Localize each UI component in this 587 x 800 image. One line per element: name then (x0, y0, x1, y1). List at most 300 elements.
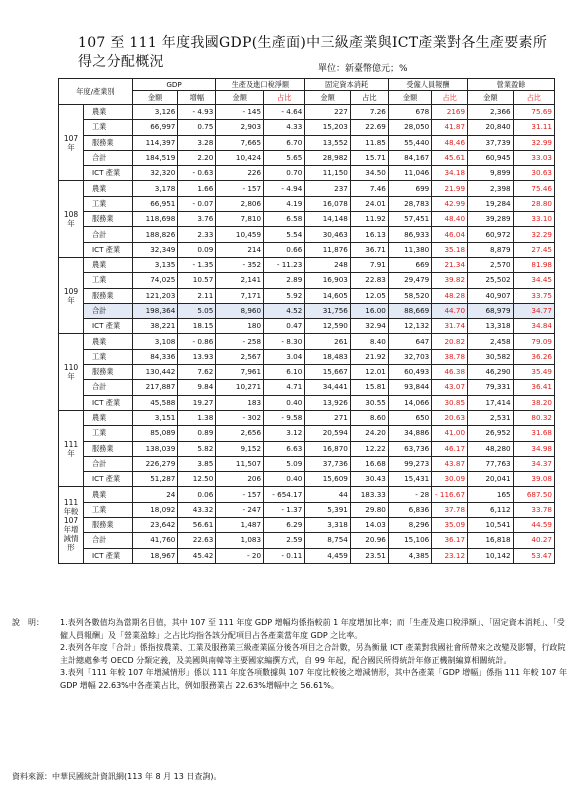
industry-label: 工業 (83, 120, 132, 135)
table-cell: 18,967 (132, 548, 178, 563)
industry-label: 農業 (83, 105, 132, 120)
table-cell: 183.33 (350, 487, 388, 502)
table-cell: 31.74 (432, 319, 468, 334)
table-cell: 20.96 (350, 533, 388, 548)
industry-label: 服務業 (83, 288, 132, 303)
table-cell: 23.51 (350, 548, 388, 563)
table-cell: 32,703 (388, 349, 431, 364)
table-cell: 38,221 (132, 319, 178, 334)
table-cell: 7,171 (216, 288, 264, 303)
table-cell: 6.58 (264, 212, 305, 227)
subheader-growth: 增幅 (178, 91, 216, 105)
table-row (59, 441, 555, 456)
industry-label: 工業 (83, 349, 132, 364)
table-row (59, 212, 555, 227)
table-cell: 24 (132, 487, 178, 502)
table-cell: 12.05 (350, 288, 388, 303)
table-cell: 8,754 (305, 533, 351, 548)
table-cell: 60,945 (468, 150, 514, 165)
table-cell: 2.59 (264, 533, 305, 548)
table-cell: 4.52 (264, 303, 305, 318)
table-cell: 9,899 (468, 166, 514, 181)
table-cell: 2169 (432, 105, 468, 120)
table-cell: 12.50 (178, 472, 216, 487)
table-row (59, 334, 555, 349)
table-cell: 114,397 (132, 135, 178, 150)
industry-label: 服務業 (83, 441, 132, 456)
table-cell: 30.85 (432, 395, 468, 410)
table-cell: 184,519 (132, 150, 178, 165)
table-cell: 8,960 (216, 303, 264, 318)
table-row (59, 181, 555, 196)
table-cell: - 302 (216, 410, 264, 425)
table-cell: 60,972 (468, 227, 514, 242)
table-cell: 15,106 (388, 533, 431, 548)
table-cell: 2,806 (216, 196, 264, 211)
table-cell: 28,982 (305, 150, 351, 165)
table-cell: 3,108 (132, 334, 178, 349)
table-cell: 15,203 (305, 120, 351, 135)
table-cell: 30,582 (468, 349, 514, 364)
table-cell: 271 (305, 410, 351, 425)
table-cell: 34.45 (513, 273, 554, 288)
note-item: 3.表列「111 年較 107 年增減情形」係以 111 年度各項數據與 107 年度比較後之增減情形，其中各產業「GDP 增幅」係指 111 年較 107 年 GDP 增幅 22.63%中各產業占比，例如服務業占 22.63%增幅中之 56.61%。 (60, 668, 567, 690)
table-cell: 41.00 (432, 426, 468, 441)
year-label: 111 年較 107 年增減情形 (59, 487, 84, 563)
table-cell: 99,273 (388, 456, 431, 471)
industry-label: 服務業 (83, 212, 132, 227)
table-cell: 34.98 (513, 441, 554, 456)
table-cell: 8.40 (350, 334, 388, 349)
table-cell: 28.80 (513, 196, 554, 211)
year-label: 109 年 (59, 257, 84, 333)
table-cell: - 157 (216, 487, 264, 502)
table-cell: 261 (305, 334, 351, 349)
subheader-amount: 金額 (216, 91, 264, 105)
table-cell: 22.83 (350, 273, 388, 288)
table-row (59, 380, 555, 395)
table-cell: 12,132 (388, 319, 431, 334)
table-cell: 39.82 (432, 273, 468, 288)
industry-label: 工業 (83, 196, 132, 211)
table-cell: 46.04 (432, 227, 468, 242)
table-cell: 16.68 (350, 456, 388, 471)
table-cell: 18,483 (305, 349, 351, 364)
header-employee: 受僱人員報酬 (388, 79, 467, 91)
table-cell: 2.11 (178, 288, 216, 303)
table-cell: 29,479 (388, 273, 431, 288)
table-cell: 81.98 (513, 257, 554, 272)
subheader-share: 占比 (513, 91, 554, 105)
industry-label: ICT 產業 (83, 242, 132, 257)
table-row (59, 487, 555, 502)
table-cell: 23.12 (432, 548, 468, 563)
subheader-share: 占比 (432, 91, 468, 105)
industry-label: 服務業 (83, 518, 132, 533)
notes-section (12, 617, 572, 693)
table-cell: 3.85 (178, 456, 216, 471)
table-cell: 7.26 (350, 105, 388, 120)
industry-label: 農業 (83, 181, 132, 196)
table-cell: 84,167 (388, 150, 431, 165)
table-cell: - 11.23 (264, 257, 305, 272)
table-cell: 226 (216, 166, 264, 181)
table-cell: 48.40 (432, 212, 468, 227)
table-cell: 13.93 (178, 349, 216, 364)
table-cell: 14,148 (305, 212, 351, 227)
table-cell: 28,783 (388, 196, 431, 211)
industry-label: 工業 (83, 273, 132, 288)
industry-label: 合計 (83, 380, 132, 395)
table-cell: 35.49 (513, 365, 554, 380)
table-cell: 21.92 (350, 349, 388, 364)
subheader-amount: 金額 (305, 91, 351, 105)
table-cell: 24.20 (350, 426, 388, 441)
table-cell: 16,870 (305, 441, 351, 456)
table-cell: 19,284 (468, 196, 514, 211)
industry-label: ICT 產業 (83, 166, 132, 181)
subheader-amount: 金額 (132, 91, 178, 105)
table-row (59, 502, 555, 517)
table-cell: - 28 (388, 487, 431, 502)
table-cell: 7,961 (216, 365, 264, 380)
table-cell: 2,398 (468, 181, 514, 196)
table-cell: 2,366 (468, 105, 514, 120)
table-cell: 80.32 (513, 410, 554, 425)
table-cell: 18,092 (132, 502, 178, 517)
table-cell: 11,150 (305, 166, 351, 181)
table-row (59, 120, 555, 135)
table-cell: 58,520 (388, 288, 431, 303)
table-cell: 32.29 (513, 227, 554, 242)
table-cell: 86,933 (388, 227, 431, 242)
table-cell: 650 (388, 410, 431, 425)
table-cell: 3.76 (178, 212, 216, 227)
table-cell: 3,178 (132, 181, 178, 196)
industry-label: 農業 (83, 487, 132, 502)
table-row (59, 227, 555, 242)
table-cell: 25,502 (468, 273, 514, 288)
table-cell: 32.99 (513, 135, 554, 150)
year-label: 108 年 (59, 181, 84, 257)
table-cell: 32,320 (132, 166, 178, 181)
table-cell: 46.38 (432, 365, 468, 380)
table-row (59, 533, 555, 548)
industry-label: 合計 (83, 150, 132, 165)
table-cell: 33.78 (513, 502, 554, 517)
data-table (58, 78, 555, 564)
table-cell: 10,541 (468, 518, 514, 533)
table-cell: 6,112 (468, 502, 514, 517)
table-cell: 7.91 (350, 257, 388, 272)
table-cell: 75.46 (513, 181, 554, 196)
table-cell: 0.40 (264, 395, 305, 410)
table-cell: 5.05 (178, 303, 216, 318)
table-cell: 43.32 (178, 502, 216, 517)
table-cell: 34.77 (513, 303, 554, 318)
table-cell: 34,441 (305, 380, 351, 395)
subheader-share: 占比 (350, 91, 388, 105)
table-row (59, 548, 555, 563)
header-capital: 固定資本消耗 (305, 79, 389, 91)
table-row (59, 273, 555, 288)
table-cell: 29.80 (350, 502, 388, 517)
table-cell: 8.60 (350, 410, 388, 425)
table-cell: - 4.93 (178, 105, 216, 120)
table-cell: 2.33 (178, 227, 216, 242)
table-cell: 10,424 (216, 150, 264, 165)
table-cell: - 1.35 (178, 257, 216, 272)
table-cell: 68,979 (468, 303, 514, 318)
table-cell: 16.13 (350, 227, 388, 242)
table-cell: - 258 (216, 334, 264, 349)
table-cell: - 0.07 (178, 196, 216, 211)
table-cell: 8,879 (468, 242, 514, 257)
table-cell: 1.66 (178, 181, 216, 196)
table-cell: 20.63 (432, 410, 468, 425)
table-cell: - 4.94 (264, 181, 305, 196)
table-cell: 32,349 (132, 242, 178, 257)
table-row (59, 196, 555, 211)
table-cell: 22.69 (350, 120, 388, 135)
table-cell: 37.78 (432, 502, 468, 517)
table-cell: 10,271 (216, 380, 264, 395)
table-cell: - 8.30 (264, 334, 305, 349)
table-row (59, 150, 555, 165)
table-row (59, 319, 555, 334)
table-cell: 12,590 (305, 319, 351, 334)
table-cell: 1.38 (178, 410, 216, 425)
table-cell: 24.01 (350, 196, 388, 211)
table-cell: 36.17 (432, 533, 468, 548)
table-cell: 206 (216, 472, 264, 487)
table-row (59, 410, 555, 425)
table-cell: 43.07 (432, 380, 468, 395)
table-cell: 35.09 (432, 518, 468, 533)
table-cell: 39.08 (513, 472, 554, 487)
table-cell: 214 (216, 242, 264, 257)
table-cell: 3.04 (264, 349, 305, 364)
table-cell: 33.75 (513, 288, 554, 303)
table-cell: - 654.17 (264, 487, 305, 502)
table-cell: 30.55 (350, 395, 388, 410)
table-cell: 41.87 (432, 120, 468, 135)
table-row (59, 426, 555, 441)
table-cell: 13,926 (305, 395, 351, 410)
table-cell: 6.29 (264, 518, 305, 533)
table-cell: 75.69 (513, 105, 554, 120)
table-cell: 3.28 (178, 135, 216, 150)
table-cell: 44 (305, 487, 351, 502)
table-cell: 74,025 (132, 273, 178, 288)
table-cell: 15,431 (388, 472, 431, 487)
table-cell: 5,391 (305, 502, 351, 517)
table-cell: 2,656 (216, 426, 264, 441)
table-cell: - 116.67 (432, 487, 468, 502)
table-cell: 2,531 (468, 410, 514, 425)
table-cell: 669 (388, 257, 431, 272)
table-cell: 57,451 (388, 212, 431, 227)
year-label: 107 年 (59, 105, 84, 181)
industry-label: 合計 (83, 227, 132, 242)
table-cell: 48.46 (432, 135, 468, 150)
table-cell: 183 (216, 395, 264, 410)
table-cell: 12.22 (350, 441, 388, 456)
table-cell: 22.63 (178, 533, 216, 548)
table-cell: 16.00 (350, 303, 388, 318)
subheader-amount: 金額 (468, 91, 514, 105)
table-cell: 3,151 (132, 410, 178, 425)
table-cell: 6.70 (264, 135, 305, 150)
table-cell: 16,903 (305, 273, 351, 288)
table-cell: 180 (216, 319, 264, 334)
table-cell: 11.92 (350, 212, 388, 227)
table-cell: 4.71 (264, 380, 305, 395)
table-cell: 11.85 (350, 135, 388, 150)
table-cell: 36.41 (513, 380, 554, 395)
table-cell: 0.66 (264, 242, 305, 257)
table-cell: 35.18 (432, 242, 468, 257)
industry-label: ICT 產業 (83, 472, 132, 487)
table-cell: 6.10 (264, 365, 305, 380)
table-cell: 6,836 (388, 502, 431, 517)
table-cell: - 9.58 (264, 410, 305, 425)
table-cell: 7.62 (178, 365, 216, 380)
table-cell: 28,050 (388, 120, 431, 135)
table-cell: 48,280 (468, 441, 514, 456)
table-cell: 2,458 (468, 334, 514, 349)
table-cell: 27.45 (513, 242, 554, 257)
note-item: 2.表列各年度「合計」係指按農業、工業及服務業三級產業區分後各項目之合計數，另為衡量 ICT 產業對我國社會所帶來之改變及影響，行政院主計總處參考 OECD 分類定義，及美國與南韓等主要國家編撰方式，自 99 年起，配合國民所得統計年修正機制編算相關統計。 (60, 643, 566, 665)
table-cell: 26,952 (468, 426, 514, 441)
table-cell: - 247 (216, 502, 264, 517)
header-year-industry: 年度/產業別 (59, 79, 133, 105)
table-row (59, 349, 555, 364)
table-cell: 33.03 (513, 150, 554, 165)
table-row (59, 303, 555, 318)
table-cell: - 4.64 (264, 105, 305, 120)
table-cell: 5.09 (264, 456, 305, 471)
table-cell: 41,760 (132, 533, 178, 548)
table-cell: 227 (305, 105, 351, 120)
table-cell: 48.28 (432, 288, 468, 303)
table-cell: 44.70 (432, 303, 468, 318)
table-cell: 15,609 (305, 472, 351, 487)
table-cell: 5.92 (264, 288, 305, 303)
industry-label: 農業 (83, 410, 132, 425)
table-cell: 10,142 (468, 548, 514, 563)
table-cell: 38.20 (513, 395, 554, 410)
table-cell: 3.12 (264, 426, 305, 441)
table-row (59, 105, 555, 120)
table-cell: 14,066 (388, 395, 431, 410)
table-cell: 9.84 (178, 380, 216, 395)
table-cell: 31,756 (305, 303, 351, 318)
table-cell: 10.57 (178, 273, 216, 288)
table-cell: 42.99 (432, 196, 468, 211)
table-cell: 17,414 (468, 395, 514, 410)
table-cell: 0.89 (178, 426, 216, 441)
table-cell: 20.82 (432, 334, 468, 349)
table-cell: 14.03 (350, 518, 388, 533)
table-cell: 34.18 (432, 166, 468, 181)
table-cell: 647 (388, 334, 431, 349)
table-cell: 88,669 (388, 303, 431, 318)
table-cell: 678 (388, 105, 431, 120)
table-cell: 20,840 (468, 120, 514, 135)
table-cell: 30,463 (305, 227, 351, 242)
table-cell: 37,736 (305, 456, 351, 471)
table-cell: 23,642 (132, 518, 178, 533)
table-cell: 55,440 (388, 135, 431, 150)
table-cell: 16,818 (468, 533, 514, 548)
table-row (59, 456, 555, 471)
table-cell: - 145 (216, 105, 264, 120)
industry-label: 服務業 (83, 135, 132, 150)
table-cell: 66,951 (132, 196, 178, 211)
table-body (59, 105, 555, 564)
table-cell: 36.26 (513, 349, 554, 364)
table-cell: 79.09 (513, 334, 554, 349)
table-cell: 1,487 (216, 518, 264, 533)
table-cell: 15,667 (305, 365, 351, 380)
table-cell: 237 (305, 181, 351, 196)
table-cell: 77,763 (468, 456, 514, 471)
table-cell: 699 (388, 181, 431, 196)
industry-label: 合計 (83, 303, 132, 318)
table-cell: 37,739 (468, 135, 514, 150)
table-cell: 19.27 (178, 395, 216, 410)
table-cell: 0.75 (178, 120, 216, 135)
table-cell: 248 (305, 257, 351, 272)
industry-label: 合計 (83, 456, 132, 471)
table-cell: 0.40 (264, 472, 305, 487)
table-cell: 30.09 (432, 472, 468, 487)
subheader-amount: 金額 (388, 91, 431, 105)
industry-label: 工業 (83, 426, 132, 441)
table-cell: 2.20 (178, 150, 216, 165)
table-cell: 79,331 (468, 380, 514, 395)
table-cell: 2,903 (216, 120, 264, 135)
table-cell: 7,810 (216, 212, 264, 227)
industry-label: 合計 (83, 533, 132, 548)
table-cell: 188,826 (132, 227, 178, 242)
header-tax: 生產及進口稅淨額 (216, 79, 305, 91)
table-cell: 31.11 (513, 120, 554, 135)
table-cell: 34,886 (388, 426, 431, 441)
table-cell: 43.87 (432, 456, 468, 471)
table-cell: 12.01 (350, 365, 388, 380)
table-cell: 60,493 (388, 365, 431, 380)
table-cell: 8,296 (388, 518, 431, 533)
table-cell: 2,141 (216, 273, 264, 288)
table-cell: 5.65 (264, 150, 305, 165)
table-cell: 4.33 (264, 120, 305, 135)
table-cell: - 0.63 (178, 166, 216, 181)
table-cell: 13,552 (305, 135, 351, 150)
table-cell: 15.71 (350, 150, 388, 165)
table-cell: 38.78 (432, 349, 468, 364)
year-label: 110 年 (59, 334, 84, 410)
table-cell: 39,289 (468, 212, 514, 227)
table-cell: 63,736 (388, 441, 431, 456)
table-cell: 15.81 (350, 380, 388, 395)
table-cell: 6.63 (264, 441, 305, 456)
table-row (59, 365, 555, 380)
table-cell: 0.47 (264, 319, 305, 334)
table-cell: 11,046 (388, 166, 431, 181)
table-cell: - 157 (216, 181, 264, 196)
